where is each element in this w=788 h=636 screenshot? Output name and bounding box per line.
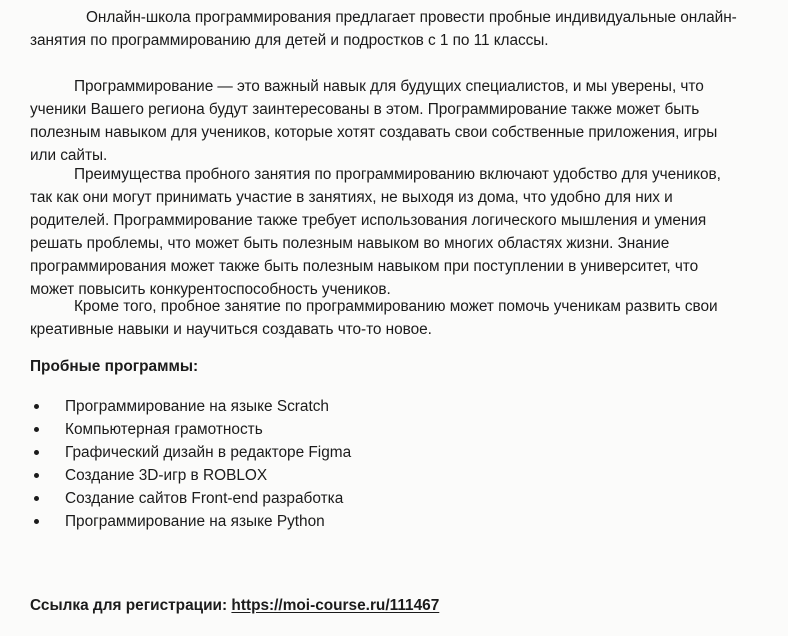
paragraph-line: или сайты. [30,147,108,164]
program-label: Графический дизайн в редакторе Figma [65,444,352,461]
program-label: Программирование на языке Scratch [65,398,329,415]
list-item [30,510,351,533]
paragraph-line: программирования может также быть полезным навыком при поступлении в университет, что [30,258,699,275]
intro-paragraph [30,6,780,52]
intro-line: Онлайн-школа программирования предлагает провести пробные индивидуальные онлайн- [86,9,737,26]
paragraph-advantages [30,163,780,301]
registration-link[interactable]: https://moi-course.ru/111467 [231,597,440,614]
program-label: Создание 3D-игр в ROBLOX [65,467,268,484]
list-item [30,418,351,441]
paragraph-line: Программирование — это важный навык для будущих специалистов, и мы уверены, что [74,78,704,95]
program-label: Программирование на языке Python [65,513,325,530]
paragraph-importance [30,75,780,167]
paragraph-line: так как они могут принимать участие в занятиях, не выходя из дома, что удобно для них и [30,189,673,206]
registration-line [30,597,439,615]
paragraph-creativity [30,295,780,341]
paragraph-line: полезным навыком для учеников, которые хотят создавать свои собственные приложения, игры [30,124,718,141]
programs-heading: Пробные программы: [30,358,199,375]
list-item [30,441,351,464]
bullet-icon [34,450,39,455]
list-item [30,464,351,487]
program-label: Компьютерная грамотность [65,421,263,438]
paragraph-line: ученики Вашего региона будут заинтересованы в этом. Программирование также может быть [30,101,700,118]
list-item [30,395,351,418]
paragraph-line: Преимущества пробного занятия по программированию включают удобство для учеников, [74,166,721,183]
paragraph-line: креативные навыки и научиться создавать что-то новое. [30,321,432,338]
programs-list [30,395,351,533]
bullet-icon [34,473,39,478]
paragraph-line: родителей. Программирование также требует использования логического мышления и умения [30,212,707,229]
intro-line: занятия по программированию для детей и подростков с 1 по 11 классы. [30,32,549,49]
paragraph-line: решать проблемы, что может быть полезным навыком во многих областях жизни. Знание [30,235,670,252]
paragraph-line: может повысить конкурентоспособность учеников. [30,281,391,298]
bullet-icon [34,496,39,501]
paragraph-line: Кроме того, пробное занятие по программированию может помочь ученикам развить свои [74,298,718,315]
list-item [30,487,351,510]
bullet-icon [34,519,39,524]
program-label: Создание сайтов Front-end разработка [65,490,344,507]
bullet-icon [34,404,39,409]
bullet-icon [34,427,39,432]
registration-label: Ссылка для регистрации [30,597,223,614]
registration-separator: : [222,597,232,614]
